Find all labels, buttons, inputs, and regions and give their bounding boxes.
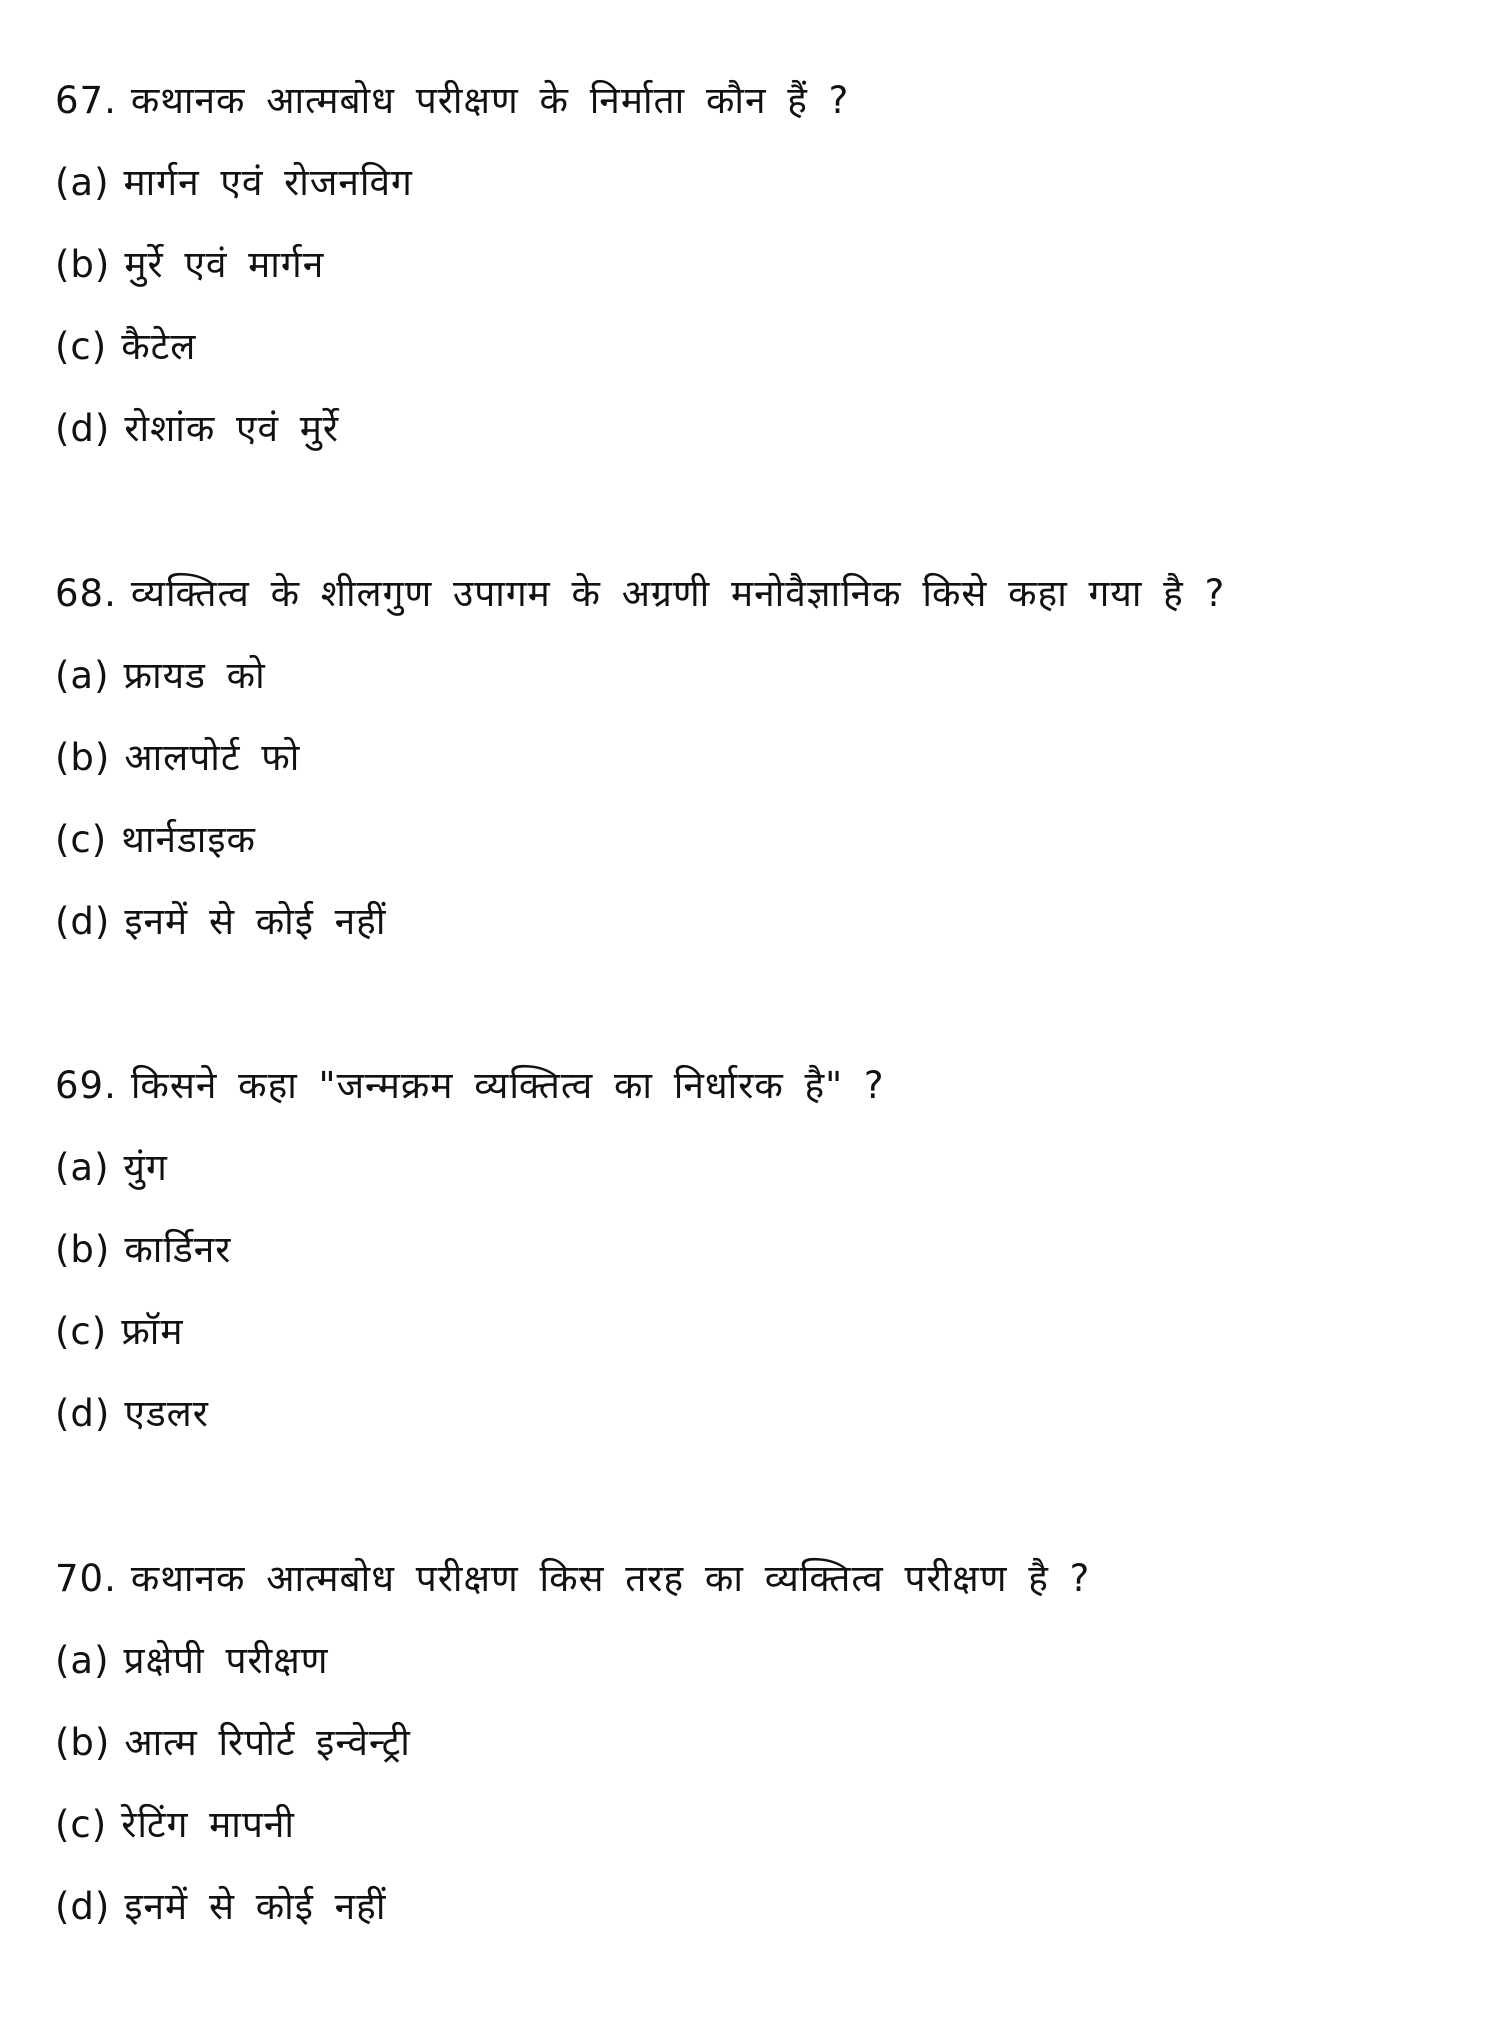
question-67	[55, 60, 1475, 470]
option-label: (c)	[55, 325, 108, 368]
option-label: (a)	[55, 1639, 110, 1682]
question-stem	[55, 60, 1475, 142]
option-c[interactable]	[55, 1784, 1475, 1866]
option-text: आलपोर्ट फो	[124, 736, 301, 779]
option-b[interactable]	[55, 1702, 1475, 1784]
option-d[interactable]	[55, 1373, 1475, 1455]
question-text: किसने कहा "जन्मक्रम व्यक्तित्व का निर्धारक है" ?	[130, 1064, 885, 1107]
option-b[interactable]	[55, 224, 1475, 306]
question-stem	[55, 1045, 1475, 1127]
option-text: फ्रॉम	[121, 1310, 184, 1353]
option-d[interactable]	[55, 881, 1475, 963]
option-text: एडलर	[124, 1392, 209, 1435]
option-text: मुर्रे एवं मार्गन	[124, 243, 325, 286]
option-text: रेटिंग मापनी	[121, 1803, 296, 1846]
option-text: कार्डिनर	[124, 1228, 232, 1271]
option-a[interactable]	[55, 1620, 1475, 1702]
question-68	[55, 553, 1475, 963]
question-text: व्यक्तित्व के शीलगुण उपागम के अग्रणी मनोवैज्ञानिक किसे कहा गया है ?	[130, 572, 1226, 615]
option-b[interactable]	[55, 717, 1475, 799]
option-text: आत्म रिपोर्ट इन्वेन्ट्री	[124, 1721, 411, 1764]
option-text: फ्रायड को	[123, 654, 266, 697]
question-number: 67.	[55, 79, 117, 122]
option-label: (a)	[55, 654, 110, 697]
option-text: इनमें से कोई नहीं	[124, 1885, 387, 1928]
option-d[interactable]	[55, 388, 1475, 470]
option-text: प्रक्षेपी परीक्षण	[123, 1639, 329, 1682]
option-text: इनमें से कोई नहीं	[124, 900, 387, 943]
option-label: (d)	[55, 1885, 111, 1928]
option-a[interactable]	[55, 142, 1475, 224]
option-label: (a)	[55, 1146, 110, 1189]
option-c[interactable]	[55, 799, 1475, 881]
option-c[interactable]	[55, 306, 1475, 388]
option-text: मार्गन एवं रोजनविग	[123, 161, 413, 204]
option-a[interactable]	[55, 1127, 1475, 1209]
option-label: (c)	[55, 818, 108, 861]
question-stem	[55, 553, 1475, 635]
option-label: (d)	[55, 900, 111, 943]
option-label: (b)	[55, 736, 111, 779]
option-a[interactable]	[55, 635, 1475, 717]
option-label: (b)	[55, 1228, 111, 1271]
option-text: कैटेल	[121, 325, 197, 368]
question-number: 69.	[55, 1064, 117, 1107]
option-label: (c)	[55, 1803, 108, 1846]
question-number: 70.	[55, 1557, 117, 1600]
option-d[interactable]	[55, 1866, 1475, 1948]
question-text: कथानक आत्मबोध परीक्षण के निर्माता कौन हैं ?	[130, 79, 850, 122]
option-text: रोशांक एवं मुर्रे	[124, 407, 340, 450]
question-70	[55, 1538, 1475, 1948]
option-text: थार्नडाइक	[121, 818, 256, 861]
option-label: (b)	[55, 243, 111, 286]
option-c[interactable]	[55, 1291, 1475, 1373]
question-text: कथानक आत्मबोध परीक्षण किस तरह का व्यक्तित्व परीक्षण है ?	[130, 1557, 1091, 1600]
question-number: 68.	[55, 572, 117, 615]
option-label: (a)	[55, 161, 110, 204]
question-69	[55, 1045, 1475, 1455]
option-label: (c)	[55, 1310, 108, 1353]
question-stem	[55, 1538, 1475, 1620]
option-label: (d)	[55, 407, 111, 450]
option-label: (d)	[55, 1392, 111, 1435]
option-b[interactable]	[55, 1209, 1475, 1291]
option-text: युंग	[123, 1146, 168, 1189]
option-label: (b)	[55, 1721, 111, 1764]
